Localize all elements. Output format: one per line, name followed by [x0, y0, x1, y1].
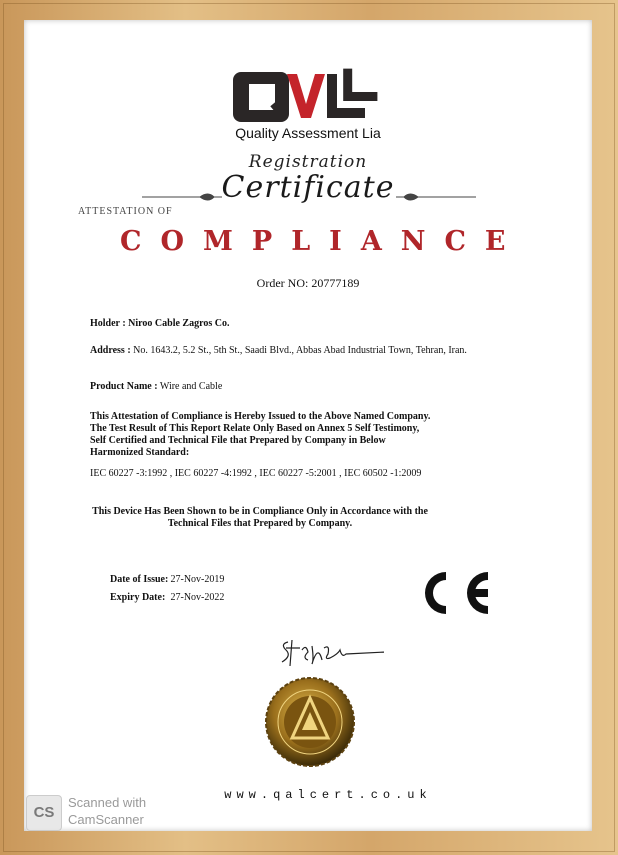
address-value: No. 1643.2, 5.2 St., 5th St., Saadi Blvd., Abbas Abad Industrial Town, Tehran, Iran.: [133, 345, 467, 356]
holder-label: Holder :: [90, 318, 126, 329]
order-label: Order NO:: [256, 276, 309, 290]
camscanner-name: CamScanner: [68, 812, 144, 827]
device-line: Technical Files that Prepared by Company.: [167, 518, 353, 529]
issue-date-label: Date of Issue:: [110, 574, 169, 585]
compliance-heading: COMPLIANCE: [120, 226, 525, 257]
gold-seal: [264, 676, 356, 768]
product-field: [90, 381, 222, 392]
device-line: This Device Has Been Shown to be in Compliance Only in Accordance with the: [92, 506, 428, 517]
camscanner-watermark: [26, 794, 216, 834]
expiry-date-value: 27-Nov-2022: [170, 592, 225, 603]
expiry-date-label: Expiry Date:: [110, 592, 166, 603]
address-label: Address :: [90, 345, 131, 356]
expiry-date: [110, 592, 224, 603]
certificate-title: Certificate: [221, 170, 395, 205]
issue-date-value: 27-Nov-2019: [170, 574, 225, 585]
order-value: 20777189: [311, 276, 360, 290]
address-field: [90, 345, 467, 356]
website-url: www.qalcert.co.uk: [224, 788, 432, 802]
holder-field: [90, 318, 229, 329]
registration-title: Registration: [248, 152, 368, 172]
device-statement: [90, 506, 430, 530]
signature: [274, 632, 384, 672]
attestation-statement: [90, 411, 430, 459]
flourish-right: [396, 190, 476, 204]
harmonized-standards: IEC 60227 -3:1992 , IEC 60227 -4:1992 , IEC 60227 -5:2001 , IEC 60502 -1:2009: [90, 468, 422, 479]
statement-line: The Test Result of This Report Relate Only Based on Annex 5 Self Testimony,: [90, 423, 420, 434]
product-value: Wire and Cable: [159, 381, 223, 392]
camscanner-logo: CS: [26, 795, 62, 831]
company-name: Quality Assessment Lia: [235, 125, 381, 141]
attestation-of-label: ATTESTATION OF: [78, 206, 173, 217]
statement-line: This Attestation of Compliance is Hereby Issued to the Above Named Company.: [90, 411, 431, 422]
product-label: Product Name :: [90, 381, 158, 392]
statement-line: Harmonized Standard:: [90, 447, 190, 458]
holder-value: Niroo Cable Zagros Co.: [128, 318, 230, 329]
qal-logo: [229, 60, 394, 132]
order-number: [24, 276, 592, 291]
issue-date: [110, 574, 224, 585]
certificate-paper: [24, 20, 592, 831]
ce-mark: [416, 568, 496, 618]
statement-line: Self Certified and Technical File that Prepared by Company in Below: [90, 435, 386, 446]
camscanner-text: [68, 794, 146, 828]
scanned-with: Scanned with: [68, 795, 147, 810]
